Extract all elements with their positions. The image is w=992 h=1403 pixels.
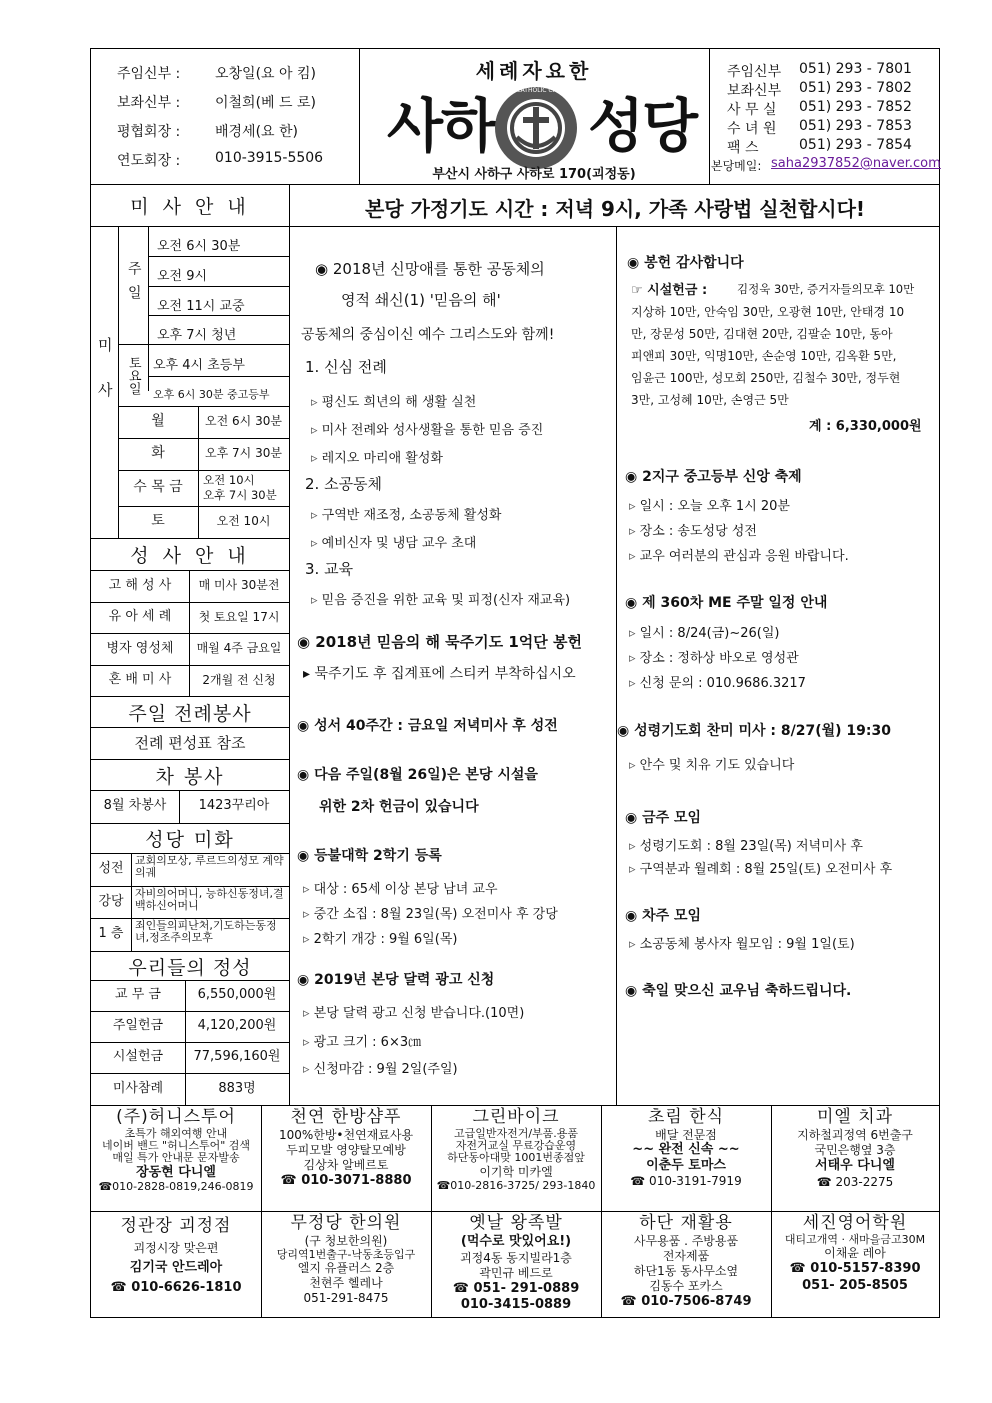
sacrament-value: 첫 토요일 17시 [198, 609, 280, 624]
list-item: ▹ 구역반 재조정, 소공동체 활성화 [311, 504, 501, 523]
ad-line: 사무용품 . 주방용품 [633, 1234, 739, 1249]
weekday-time-line: 오전 10시 [203, 473, 255, 487]
sunday-mass-time: 오전 11시 교중 [157, 299, 245, 314]
ad-title: 정관장 괴정점 [120, 1216, 232, 1236]
ad-phone: 051- 205-8505 [802, 1277, 908, 1293]
list-item: ▹ 신청마감 : 9월 2일(주일) [303, 1058, 458, 1077]
ad-title: 하단 재활용 [639, 1213, 733, 1233]
email-link[interactable]: saha2937852@naver.com [771, 156, 941, 171]
cleaning-place: 강당 [98, 893, 124, 909]
sacrament-name: 고 해 성 사 [108, 577, 172, 593]
r2-title: ◉ 2지구 중고등부 신앙 축제 [625, 469, 802, 485]
s1-title: ◉ 2018년 신망애를 통한 공동체의 [315, 260, 545, 278]
list-item: ▹ 신청 문의 : 010.9686.3217 [629, 672, 806, 691]
ad-line: 당리역1번출구-낙동초등입구 [276, 1248, 416, 1262]
phone-number: 051) 293 - 7854 [799, 137, 912, 153]
car-service-title: 차 봉사 [155, 766, 225, 788]
weekday-time: 오후 7시 30분 [205, 446, 282, 461]
parish-name-right: 성당 [588, 92, 697, 160]
car-service-value: 1423꾸리아 [198, 798, 270, 814]
saturday-label: 토요일 [125, 355, 141, 395]
saturday-mass-time: 오후 4시 초등부 [153, 358, 245, 373]
s2-title: ◉ 2018년 믿음의 해 묵주기도 1억단 봉헌 [297, 633, 582, 651]
s4-title: ◉ 다음 주일(8월 26일)은 본당 시설을 [297, 767, 538, 783]
sacrament-title: 성 사 안 내 [130, 545, 250, 567]
weekday-time: 오전 6시 30분 [205, 414, 282, 429]
ad-phone: ☎ 010-5157-8390 [789, 1261, 921, 1277]
donor-line: 지상하 10만, 안숙임 30만, 오광현 10만, 안태경 10 [631, 305, 905, 319]
ad-phone: ☎ 010-3191-7919 [630, 1173, 742, 1188]
ad-title: 무정당 한의원 [290, 1213, 402, 1233]
ad-mujeongdang-clinic [263, 1213, 429, 1306]
email-label: 본당메일: [711, 159, 762, 173]
ad-line: (먹수로 맛있어요!) [460, 1234, 572, 1250]
ad-title: 천연 한방샴푸 [290, 1107, 402, 1127]
clergy-role: 보좌신부 : [117, 95, 181, 111]
ad-title: 미엘 치과 [816, 1107, 894, 1127]
ad-line: 초특가 해외여행 안내 [124, 1127, 228, 1141]
ad-hadan-recycling [603, 1213, 769, 1311]
ad-title: 그린바이크 [472, 1107, 560, 1127]
ad-line: 하단1동 동사무소옆 [633, 1264, 739, 1279]
s1-subtitle: 공동체의 중심이신 예수 그리스도와 함께! [301, 327, 555, 343]
sunday-mass-time: 오전 6시 30분 [157, 239, 241, 254]
phone-label: 사 무 실 [727, 102, 777, 118]
donor-line: 임윤근 100만, 성모회 250만, 김철수 30만, 정두현 [631, 371, 901, 385]
s1-heading: 2. 소공동체 [305, 475, 383, 493]
ad-line: (구 청보한의원) [304, 1234, 388, 1249]
phone-label: 팩 스 [727, 140, 759, 156]
list-item: ▹ 안수 및 치유 기도 있습니다 [629, 754, 794, 773]
s5-title: ◉ 등불대학 2학기 등록 [297, 848, 442, 864]
s6-title: ◉ 2019년 본당 달력 광고 신청 [297, 972, 495, 988]
s1-title: 영적 쇄신(1) '믿음의 해' [341, 291, 501, 309]
ad-line: 괴정4동 동지빌라1층 [460, 1250, 572, 1265]
ad-line: 엘지 유플러스 2층 [297, 1261, 395, 1276]
ad-line: 대티고개역 · 새마을금고30M [784, 1233, 926, 1247]
ad-honeytour [93, 1107, 259, 1193]
cleaning-place: 1 층 [98, 926, 124, 942]
cleaning-place: 성전 [98, 861, 124, 877]
sunday-mass-time: 오전 9시 [157, 269, 208, 284]
r4-title: ◉ 성령기도회 찬미 미사 : 8/27(월) 19:30 [617, 723, 891, 739]
ad-title: 옛날 왕족발 [469, 1213, 563, 1233]
r5-title: ◉ 금주 모임 [625, 810, 702, 826]
ad-line: 국민은행옆 3층 [814, 1143, 896, 1158]
ad-title: 세진영어학원 [802, 1213, 908, 1233]
sacrament-value: 매 미사 30분전 [198, 578, 280, 593]
ad-line: 지하철괴정역 6번출구 [797, 1128, 913, 1143]
ad-line: 하단동아대맞 1001번종점앞 [447, 1151, 585, 1165]
ad-line: 이채윤 레아 [824, 1246, 886, 1261]
ad-jeonggwanjang [93, 1213, 259, 1298]
sacrament-name: 유 아 세 례 [108, 609, 172, 625]
mass-title: 미 사 안 내 [130, 196, 250, 218]
ad-chorim-korean [603, 1107, 769, 1189]
ad-miel-dental [773, 1107, 937, 1190]
list-item: ▹ 대상 : 65세 이상 본당 남녀 교우 [303, 878, 498, 897]
phone-number: 051) 293 - 7802 [799, 80, 912, 96]
cleaning-team: 교회의모상, 루르드의성모 계약의궤 [135, 854, 284, 880]
ad-line: 천현주 헬레나 [309, 1276, 383, 1291]
donor-line: 만, 장문성 50만, 김대현 20만, 김팔순 10만, 동아 [631, 327, 893, 341]
ad-line: 두피모발 영양탈모예방 [286, 1143, 406, 1158]
weekday-time: 오전 10시 [216, 514, 271, 529]
ad-contact-name: 김기국 안드레아 [129, 1259, 223, 1275]
liturgy-title: 주일 전례봉사 [128, 703, 252, 725]
list-item: ▹ 본당 달력 광고 신청 받습니다.(10면) [303, 1002, 524, 1021]
clergy-name: 배경세(요 한) [215, 124, 298, 140]
saturday-mass-time: 오후 6시 30분 중고등부 [153, 388, 270, 401]
s1-heading: 1. 신심 전례 [305, 358, 387, 376]
r6-title: ◉ 차주 모임 [625, 908, 702, 924]
cleaning-team: 자비의어머니, 능하신동정녀,결백하신어머니 [135, 887, 284, 913]
ad-line: 100%한방•천연재료사용 [278, 1128, 414, 1143]
s2-item: ▸ 묵주기도 후 집계표에 스티커 부착하십시오 [303, 666, 576, 682]
sacrament-name: 병자 영성체 [106, 640, 174, 656]
list-item: ▹ 구역분과 월례회 : 8월 25일(토) 오전미사 후 [629, 858, 892, 877]
r1-title: ◉ 봉헌 감사합니다 [627, 255, 744, 271]
sunday-label: 주일 [125, 261, 142, 309]
donor-line: 피앤피 30만, 익명10만, 손순영 10만, 김옥환 5만, [631, 349, 897, 363]
phone-number: 051) 293 - 7852 [799, 99, 912, 115]
ad-line: 괴정시장 맞은편 [133, 1241, 219, 1256]
clergy-name: 이철희(베 드 로) [215, 95, 316, 111]
ad-contact-name: 서태우 다니엘 [815, 1158, 895, 1174]
ad-phone: ☎ 010-6626-1810 [110, 1280, 242, 1296]
ad-line: 전자제품 [662, 1249, 710, 1264]
offering-name: 주일헌금 [112, 1018, 164, 1034]
list-item: ▹ 교우 여러분의 관심과 응원 바랍니다. [629, 545, 849, 564]
ad-phone: ☎010-2816-3725/ 293-1840 [436, 1178, 596, 1192]
sacrament-name: 혼 배 미 사 [108, 672, 172, 688]
list-item: ▹ 미사 전례와 성사생활을 통한 믿음 증진 [311, 419, 543, 438]
emblem-text: SAHA CATHOLIC CHURCH [497, 87, 575, 94]
list-item: ▹ 장소 : 정하상 바오로 영성관 [629, 647, 799, 666]
offering-value: 4,120,200원 [197, 1018, 277, 1034]
phone-number: 051) 293 - 7853 [799, 118, 912, 134]
ad-phone: 010-3415-0889 [460, 1296, 572, 1312]
parish-address: 부산시 사하구 사하로 170(괴정동) [432, 167, 636, 182]
offering-name: 시설헌금 [112, 1049, 164, 1065]
r3-title: ◉ 제 360차 ME 주말 일정 안내 [625, 595, 828, 611]
list-item: ▹ 소공동체 봉사자 월모임 : 9월 1일(토) [629, 933, 855, 952]
clergy-role: 주임신부 : [117, 66, 181, 82]
list-item: ▹ 중간 소집 : 8월 23일(목) 오전미사 후 강당 [303, 903, 558, 922]
offering-name: 미사참례 [112, 1080, 164, 1096]
ad-line: 고급일반자전거/부품.용품 [453, 1127, 579, 1141]
ad-line: 김동수 포카스 [649, 1279, 723, 1294]
ad-sejin-english [773, 1213, 937, 1294]
list-item: ▹ 믿음 증진을 위한 교육 및 피정(신자 재교육) [311, 589, 570, 608]
ad-contact-name: 이기학 미카엘 [479, 1164, 553, 1179]
phone-number: 051) 293 - 7801 [799, 61, 912, 77]
offerings-title: 우리들의 정성 [128, 957, 252, 979]
weekday-label: 토 [151, 513, 165, 530]
clergy-name: 오창일(요 아 킴) [215, 66, 316, 82]
ad-phone: ☎ 203-2275 [816, 1174, 894, 1189]
ad-contact-name: 김상차 알베르토 [303, 1158, 389, 1173]
list-item: ▹ 성령기도회 : 8월 23일(목) 저녁미사 후 [629, 835, 863, 854]
list-item: ▹ 예비신자 및 냉담 교우 초대 [311, 532, 476, 551]
r7-title: ◉ 축일 맞으신 교우님 축하드립니다. [625, 983, 852, 999]
ad-line: 배달 전문점 [655, 1128, 717, 1143]
phone-label: 보좌신부 [727, 83, 782, 99]
offering-value: 883명 [218, 1080, 256, 1096]
header-subtitle: 세례자요한 [475, 59, 593, 83]
ad-line: 자전거교실 무료강습운영 [455, 1139, 577, 1153]
list-item: ▹ 장소 : 송도성당 성전 [629, 520, 757, 539]
weekday-label: 수 목 금 [133, 479, 183, 496]
s1-heading: 3. 교육 [305, 560, 354, 578]
offering-value: 77,596,160원 [193, 1049, 281, 1065]
ad-line: 매일 특가 안내문 문자발송 [112, 1151, 240, 1165]
offering-value: 6,550,000원 [197, 987, 277, 1003]
ad-phone: ☎ 051- 291-0889 [452, 1280, 580, 1296]
clergy-name: 010-3915-5506 [215, 150, 324, 166]
donor-line: 3만, 고성혜 10만, 손영근 5만 [631, 393, 789, 407]
list-item: ▹ 광고 크기 : 6×3㎝ [303, 1031, 421, 1050]
list-item: ▹ 일시 : 오늘 오후 1시 20분 [629, 495, 790, 514]
s4-title: 위한 2차 헌금이 있습니다 [319, 799, 479, 815]
car-service-label: 8월 차봉사 [103, 798, 167, 814]
sacrament-value: 2개월 전 신청 [202, 672, 276, 687]
ad-phone: 051-291-8475 [303, 1291, 389, 1306]
sacrament-value: 매월 4주 금요일 [196, 641, 282, 656]
list-item: ▹ 평신도 희년의 해 생활 실천 [311, 391, 476, 410]
cleaning-team: 죄인들의피난처,기도하는동정녀,정조주의모후 [135, 919, 277, 945]
ad-line: ~~ 완전 신속 ~~ [632, 1142, 740, 1158]
ad-phone: ☎ 010-7506-8749 [620, 1294, 752, 1310]
ad-line: 곽민규 베드로 [479, 1265, 553, 1280]
ad-title: 초림 한식 [647, 1107, 725, 1127]
weekday-time [203, 473, 277, 503]
s3-title: ◉ 성서 40주간 : 금요일 저녁미사 후 성전 [297, 718, 558, 734]
r1-subtitle: ☞ 시설헌금 : [631, 283, 708, 298]
ad-phone: ☎ 010-3071-8880 [280, 1173, 412, 1189]
r1-total: 계 : 6,330,000원 [809, 419, 922, 434]
cleaning-title: 성당 미화 [145, 829, 235, 851]
bulletin-page [90, 48, 940, 1318]
ad-contact-name: 장동현 다니엘 [136, 1164, 216, 1180]
weekday-label: 월 [151, 413, 165, 430]
phone-label: 주임신부 [727, 64, 782, 80]
ad-phone: ☎010-2828-0819,246-0819 [98, 1179, 254, 1193]
ad-line: 네이버 밴드 "허니스투어" 검색 [101, 1139, 251, 1153]
mass-vertical-label: 미사 [95, 337, 114, 427]
ad-green-bike [433, 1107, 599, 1192]
clergy-role: 연도회장 : [117, 153, 181, 169]
ad-jokbal [433, 1213, 599, 1313]
weekday-time-line: 오후 7시 30분 [203, 488, 277, 502]
ad-title: (주)허니스투어 [116, 1107, 236, 1127]
banner: 본당 가정기도 시간 : 저녁 9시, 가족 사랑법 실천합시다! [364, 197, 866, 221]
list-item: ▹ 일시 : 8/24(금)~26(일) [629, 622, 779, 641]
weekday-label: 화 [151, 445, 165, 462]
donor-line: 김정욱 30만, 증거자들의모후 10만 [737, 282, 915, 296]
sunday-mass-time: 오후 7시 청년 [157, 328, 237, 343]
church-emblem [493, 85, 579, 171]
offering-name: 교 무 금 [115, 987, 161, 1003]
parish-name-left: 사하 [387, 92, 496, 160]
clergy-role: 평협회장 : [117, 124, 181, 140]
liturgy-value: 전례 편성표 참조 [134, 733, 246, 752]
ad-contact-name: 이춘두 토마스 [646, 1157, 726, 1173]
list-item: ▹ 레지오 마리애 활성화 [311, 447, 443, 466]
phone-label: 수 녀 원 [727, 121, 777, 137]
ad-herbal-shampoo [263, 1107, 429, 1190]
list-item: ▹ 2학기 개강 : 9월 6일(목) [303, 928, 457, 947]
